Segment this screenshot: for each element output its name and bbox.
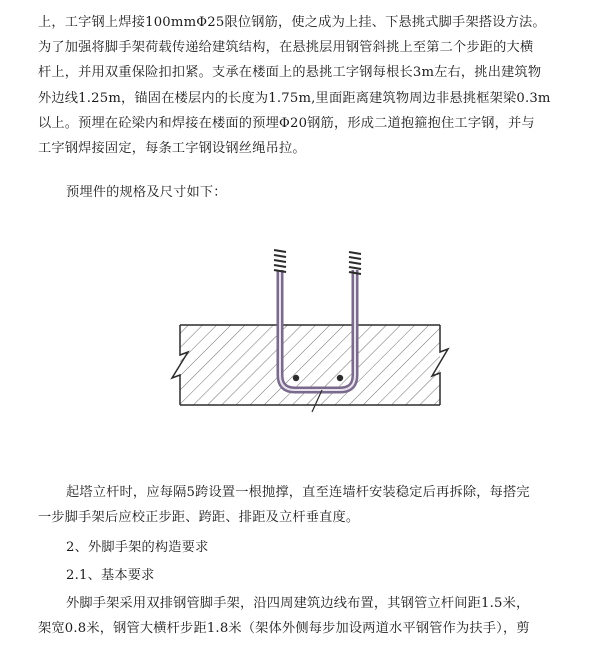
embedded-rebar-figure	[160, 240, 460, 420]
text-line: 为了加强将脚手架荷载传递给建筑结构，在悬挑层用钢管斜挑上至第二个步距的大横	[38, 40, 534, 56]
bar-dot-left	[293, 375, 299, 381]
left-thread	[274, 250, 286, 272]
text-line: 起塔立杆时，应每隔5跨设置一根抛撑，直至连墙杆安装稳定后再拆除，每搭完	[66, 485, 530, 500]
text-line: 预埋件的规格及尺寸如下：	[66, 185, 227, 200]
heading-text: 2、外脚手架的构造要求	[66, 540, 209, 555]
paragraph-throw-brace	[38, 480, 578, 530]
text-line: 上，工字钢上焊接100mmΦ25限位钢筋，使之成为上挂、下悬挑式脚手架搭设方法。	[38, 15, 546, 30]
paragraph-scaffold-spec	[38, 591, 578, 641]
text-line: 外边线1.25m，锚固在楼层内的长度为1.75m,里面距离建筑物周边非悬挑框架梁0.3m	[38, 90, 551, 106]
text-line: 架宽0.8米，钢管大横杆步距1.8米（架体外侧每步加设两道水平钢管作为扶手），剪	[38, 621, 530, 637]
paragraph-outrigger-method	[38, 10, 578, 161]
text-line: 以上。预埋在砼梁内和焊接在楼面的预埋Φ20钢筋，形成二道抱箍抱住工字钢，并与	[38, 115, 535, 131]
text-line: 外脚手架采用双排钢管脚手架，沿四周建筑边线布置，其钢管立杆间距1.5米，	[66, 596, 530, 611]
text-line: 杆上，并用双重保险扣扣紧。支承在楼面上的悬挑工字钢每根长3m左右，挑出建筑物	[38, 65, 542, 81]
bar-dot-right	[337, 375, 343, 381]
subsection-heading	[38, 563, 578, 588]
heading-text: 2.1、基本要求	[66, 568, 155, 583]
text-line: 一步脚手架后应校正步距、跨距、排距及立杆垂直度。	[38, 510, 360, 526]
text-line: 工字钢焊接固定，每条工字钢设钢丝绳吊拉。	[38, 141, 306, 157]
paragraph-embedded-part-intro	[38, 180, 578, 205]
section-heading	[38, 535, 578, 560]
